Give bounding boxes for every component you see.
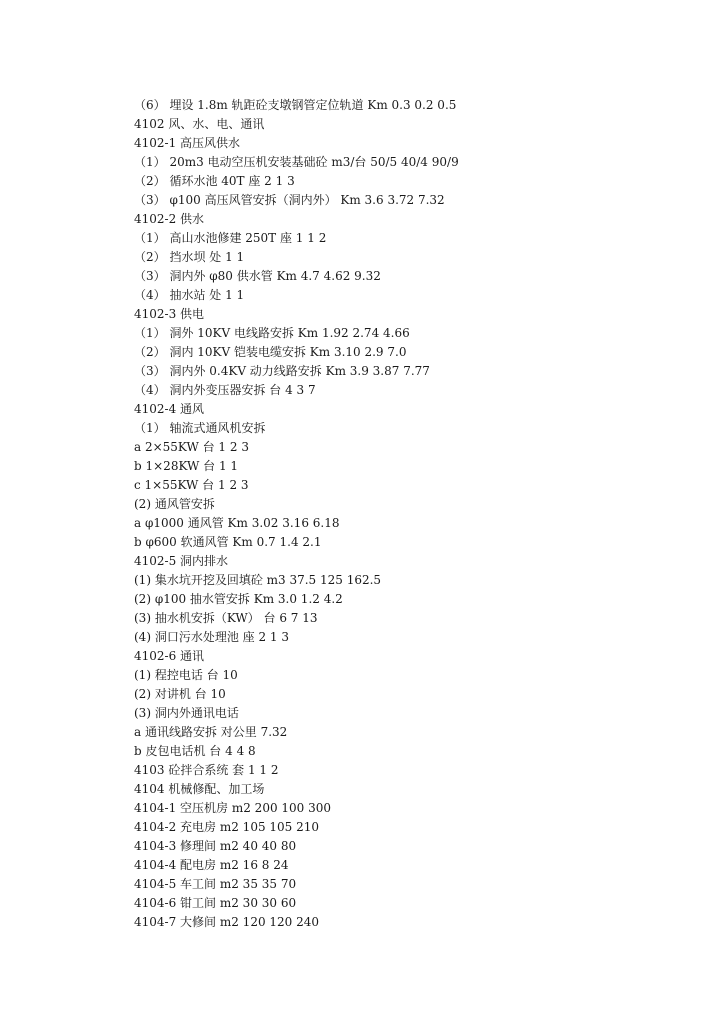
text-line: （3） 洞内外 φ80 供水管 Km 4.7 4.62 9.32	[134, 269, 381, 283]
text-line: 4104-3 修理间 m2 40 40 80	[134, 839, 297, 853]
text-line: （3） φ100 高压风管安拆（洞内外） Km 3.6 3.72 7.32	[134, 193, 445, 207]
text-line: 4104-1 空压机房 m2 200 100 300	[134, 801, 332, 815]
text-line: （1） 20m3 电动空压机安装基础砼 m3/台 50/5 40/4 90/9	[134, 155, 459, 169]
text-line: a 通讯线路安拆 对公里 7.32	[134, 725, 288, 739]
text-line: (3) 洞内外通讯电话	[134, 706, 239, 720]
text-line: 4104-7 大修间 m2 120 120 240	[134, 915, 320, 929]
text-line: (1) 程控电话 台 10	[134, 668, 238, 682]
text-line: (4) 洞口污水处理池 座 2 1 3	[134, 630, 289, 644]
subsection-heading: 4102-3 供电	[134, 307, 205, 321]
text-line: （6） 埋设 1.8m 轨距砼支墩钢管定位轨道 Km 0.3 0.2 0.5	[134, 98, 457, 112]
text-line: 4104-4 配电房 m2 16 8 24	[134, 858, 289, 872]
subsection-heading: 4102-5 洞内排水	[134, 554, 229, 568]
text-line: b 皮包电话机 台 4 4 8	[134, 744, 256, 758]
section-heading: 4104 机械修配、加工场	[134, 782, 265, 796]
text-line: （2） 洞内 10KV 铠装电缆安拆 Km 3.10 2.9 7.0	[134, 345, 407, 359]
section-heading: 4103 砼拌合系统 套 1 1 2	[134, 763, 279, 777]
subsection-heading: 4102-6 通讯	[134, 649, 205, 663]
text-line: (1) 集水坑开挖及回填砼 m3 37.5 125 162.5	[134, 573, 382, 587]
text-line: （3） 洞内外 0.4KV 动力线路安拆 Km 3.9 3.87 7.77	[134, 364, 430, 378]
text-line: b 1×28KW 台 1 1	[134, 459, 239, 473]
text-line: 4104-2 充电房 m2 105 105 210	[134, 820, 320, 834]
text-line: （2） 循环水池 40T 座 2 1 3	[134, 174, 295, 188]
text-line: （1） 洞外 10KV 电线路安拆 Km 1.92 2.74 4.66	[134, 326, 410, 340]
text-line: （1） 轴流式通风机安拆	[134, 421, 266, 435]
text-line: a 2×55KW 台 1 2 3	[134, 440, 249, 454]
section-heading: 4102 风、水、电、通讯	[134, 117, 265, 131]
text-line: (2) 通风管安拆	[134, 497, 215, 511]
text-line: b φ600 软通风管 Km 0.7 1.4 2.1	[134, 535, 322, 549]
subsection-heading: 4102-1 高压风供水	[134, 136, 241, 150]
document-text-lines	[134, 96, 694, 932]
text-line: a φ1000 通风管 Km 3.02 3.16 6.18	[134, 516, 340, 530]
text-line: （4） 洞内外变压器安拆 台 4 3 7	[134, 383, 316, 397]
subsection-heading: 4102-2 供水	[134, 212, 205, 226]
text-line: (3) 抽水机安拆（KW） 台 6 7 13	[134, 611, 318, 625]
text-line: 4104-5 车工间 m2 35 35 70	[134, 877, 297, 891]
text-line: （1） 高山水池修建 250T 座 1 1 2	[134, 231, 327, 245]
text-line: （4） 抽水站 处 1 1	[134, 288, 245, 302]
text-line: (2) φ100 抽水管安拆 Km 3.0 1.2 4.2	[134, 592, 343, 606]
text-line: c 1×55KW 台 1 2 3	[134, 478, 249, 492]
subsection-heading: 4102-4 通风	[134, 402, 205, 416]
text-line: (2) 对讲机 台 10	[134, 687, 226, 701]
text-line: 4104-6 钳工间 m2 30 30 60	[134, 896, 297, 910]
text-line: （2） 挡水坝 处 1 1	[134, 250, 245, 264]
